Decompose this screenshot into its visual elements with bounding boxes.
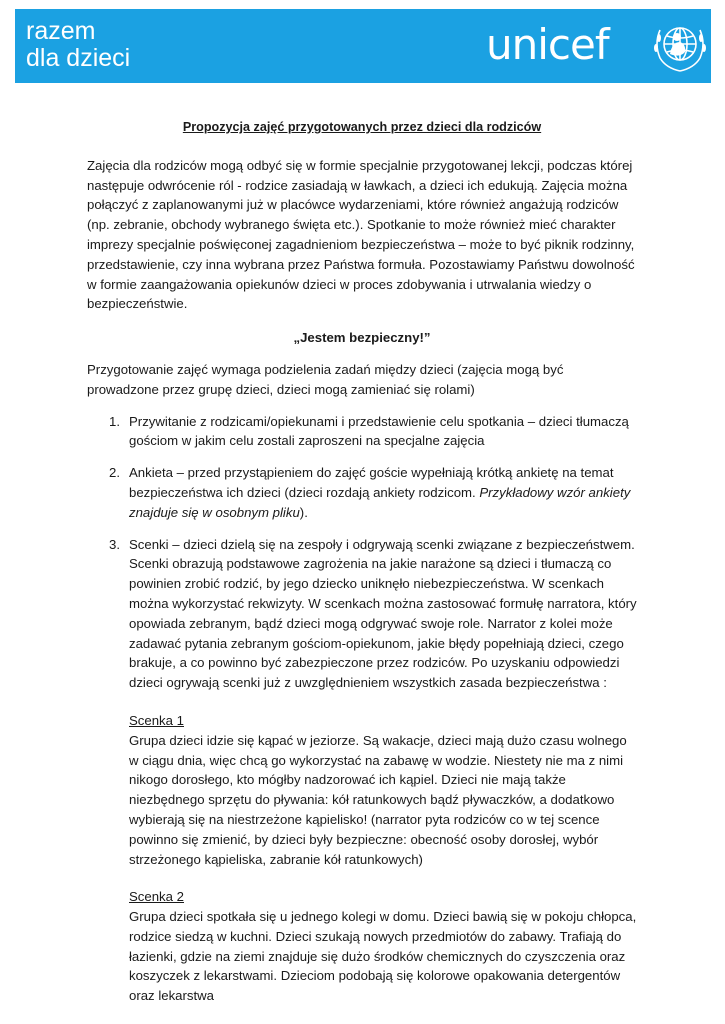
scene-heading: Scenka 2 [129,889,184,905]
list-number: 2. [109,465,120,481]
steps-list [87,412,637,1007]
scene-text: Grupa dzieci idzie się kąpać w jeziorze. Są wakacje, dzieci mają dużo czasu wolnego w ciągu dnia, więc chcą go wykorzystać na zabawę w wodzie. Niestety nie ma z nimi nikogo dorosłego, kto mógłby nadzorować ich kąpiel. Dzieci nie mają także niezbędnego sprzętu do pływania: kół ratunkowych bądź pływaczków, a dodatkowo wybierają się na niestrzeżone kąpielisko! (narrator pyta rodziców co w tej scence powinno się zmienić, by dzieci były bezpieczne: obecność osoby dorosłej, wybór strzeżonego kąpieliska, zabranie kół ratunkowych) [129,732,627,867]
unicef-logo-text: unicef [486,20,609,69]
list-number: 1. [109,413,120,429]
list-item [87,463,637,522]
list-number: 3. [109,536,120,552]
list-item [87,535,637,1007]
section-subtitle: „Jestem bezpieczny!” [293,330,431,346]
list-item-text: Scenki – dzieci dzielą się na zespoły i odgrywają scenki związane z bezpieczeństwem. Scenki obrazują podstawowe zagrożenia na jakie narażone są dzieci i tłumaczą co powinien zrobić rodzić, by jego dziecko uniknęło niebezpieczeństwa. W scenkach można wykorzystać rekwizyty. W scenkach można zastosować formułę narratora, który opowiada zebranym, bądź dzieci mogą odgrywać swoje role. Narrator z kolei może zadawać pytania zebranym gościom-opiekunom, jakie błędy popełniają dzieci, czego brakuje, a co powinno być zabezpieczone przez rodziców. Po uzyskaniu odpowiedzi dzieci ogrywają scenki już z uwzględnieniem wszystkich zasada bezpieczeństwa : [129,536,637,691]
unicef-emblem-icon [650,14,710,74]
tagline-line1: razem [26,17,96,45]
prep-paragraph: Przygotowanie zajęć wymaga podzielenia zadań między dzieci (zajęcia mogą być prowadzone przez grupę dzieci, dzieci mogą zamieniać się rolami) [87,361,564,397]
list-item [87,412,637,452]
list-item-text: Ankieta – przed przystąpieniem do zajęć goście wypełniają krótką ankietę na temat bezpieczeństwa ich dzieci (dzieci rozdają ankiety rodzicom. [129,465,614,500]
tagline-line2: dla dzieci [26,44,131,72]
document-body [87,108,637,1018]
tagline [26,18,130,72]
list-item-italic: Przykładowy wzór ankiety znajduje się w osobnym pliku [129,484,631,520]
scene-heading: Scenka 1 [129,712,184,728]
list-item-text-end: ). [299,504,308,520]
list-item-text: Przywitanie z rodzicami/opiekunami i przedstawienie celu spotkania – dzieci tłumaczą gościom w jakim celu zostali zaproszeni na specjalne zajęcia [129,413,629,449]
intro-paragraph: Zajęcia dla rodziców mogą odbyć się w formie specjalnie przygotowanej lekcji, podczas której następuje odwrócenie ról - rodzice zasiadają w ławkach, a dzieci ich edukują. Zajęcia można połączyć z zaplanowanymi już w placówce wydarzeniami, które również angażują rodziców (np. zebranie, obchody wybranego święta etc.). Spotkanie to może również mieć charakter imprezy specjalnie poświęconej zagadnieniom bezpieczeństwa – może to być piknik rodzinny, przedstawienie, czy inna wybrana przez Państwa formuła. Pozostawiamy Państwu dowolność w formie zaangażowania opiekunów dzieci w proces zdobywania i utrwalania wiedzy o bezpieczeństwie. [87,157,635,312]
document-title: Propozycja zajęć przygotowanych przez dzieci dla rodziców [182,120,542,134]
scene-text: Grupa dzieci spotkała się u jednego kolegi w domu. Dzieci bawią się w pokoju chłopca, rodzice siedzą w kuchni. Dzieci szukają nowych przedmiotów do zabawy. Trafiają do łazienki, gdzie na ziemi znajduje się dużo środków chemicznych do czyszczenia oraz koszyczek z lekarstwami. Dzieciom podobają się kolorowe opakowania detergentów oraz lekarstwa [129,909,637,1004]
header-banner [15,9,711,83]
